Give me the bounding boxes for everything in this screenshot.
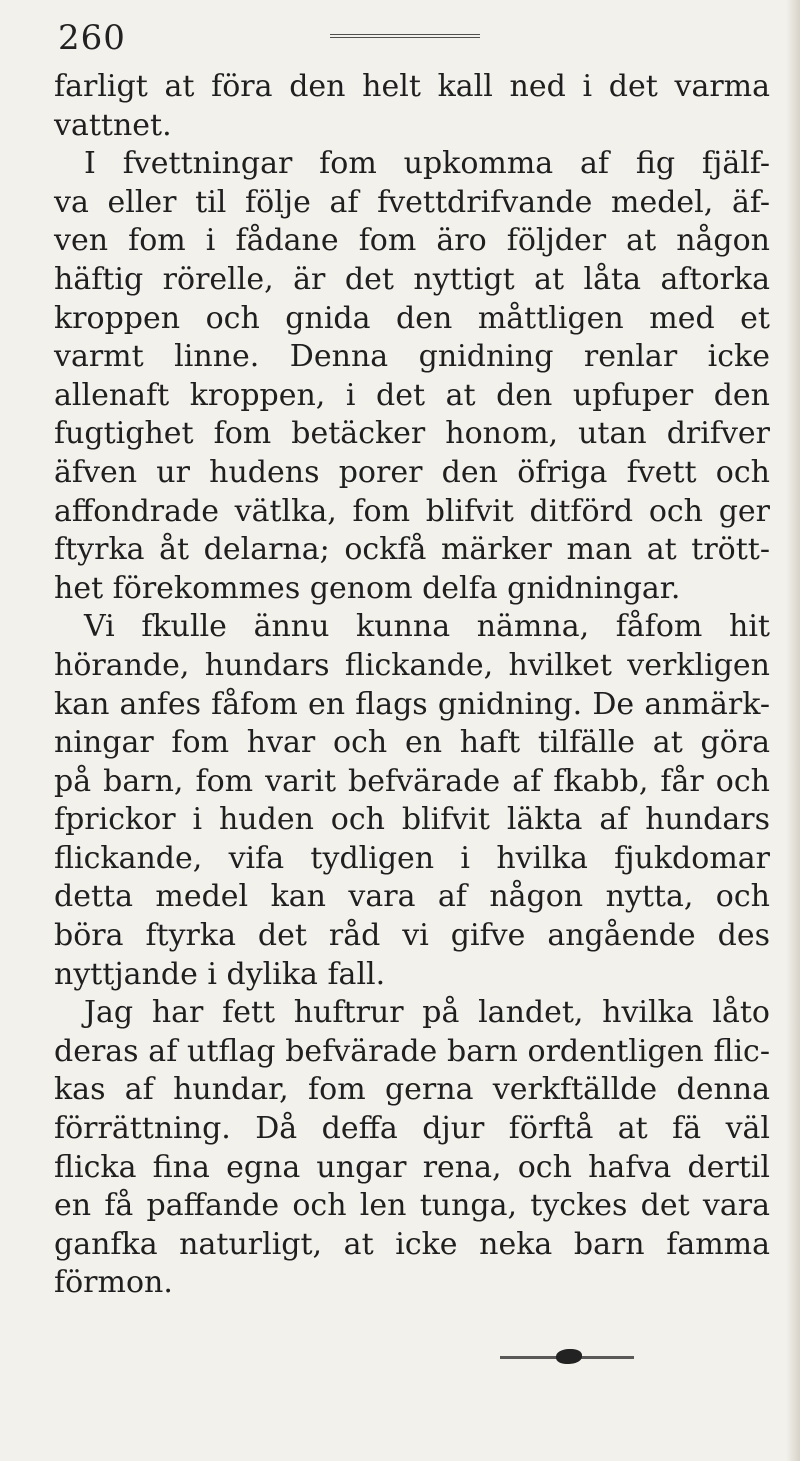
text-line: vattnet. [54,107,172,143]
text-line: deras af utflag befvärade barn ordentligen flic- [54,1033,770,1069]
text-line: varmt linne. Denna gnidning renlar icke [54,339,770,375]
text-line: va eller til följe af fvettdrifvande medel, äf- [54,184,770,220]
text-line: ven fom i fådane fom äro följder at någon [54,223,770,259]
text-line: Jag har fett huftrur på landet, hvilka låto [84,995,770,1031]
text-line: fugtighet fom betäcker honom, utan drifver [54,416,770,452]
end-ornament [556,1349,582,1364]
text-line: allenaft kroppen, i det at den upfuper den [54,377,770,413]
text-line: detta medel kan vara af någon nytta, och [54,879,770,915]
text-line: het förekommes genom delfa gnidningar. [54,570,681,606]
text-line: hörande, hundars flickande, hvilket verkligen [54,647,770,683]
text-line: häftig rörelle, är det nyttigt at låta aftorka [54,261,770,297]
header-rule [330,34,480,40]
text-line: Vi fkulle ännu kunna nämna, fåfom hit [84,609,770,645]
text-line: äfven ur hudens porer den öfriga fvett och [54,454,770,490]
text-line: farligt at föra den helt kall ned i det varma [54,69,770,104]
text-line: böra ftyrka det råd vi gifve angående des [54,918,770,954]
text-line: ganfka naturligt, at icke neka barn famma [54,1226,770,1262]
text-line: ningar fom hvar och en haft tilfälle at göra [54,725,770,761]
body-text [54,68,770,1303]
text-line: nyttjande i dylika fall. [54,956,386,992]
page-number: 260 [58,18,126,58]
page-edge-shadow [786,0,800,1461]
text-line: på barn, fom varit befvärade af fkabb, får och [54,763,770,799]
text-line: flickande, vifa tydligen i hvilka fjukdomar [54,840,770,876]
text-line: fprickor i huden och blifvit läkta af hundars [54,802,770,838]
text-line: förmon. [54,1265,173,1301]
text-line: flicka fina egna ungar rena, och hafva dertil [54,1149,770,1185]
text-line: affondrade vätlka, fom blifvit ditförd och ger [54,493,770,529]
text-line: I fvettningar fom upkomma af fig fjälf- [84,146,770,182]
text-line: kan anfes fåfom en flags gnidning. De anmärk- [54,686,770,722]
text-line: kroppen och gnida den måttligen med et [54,300,770,336]
text-line: förrättning. Då deffa djur förftå at fä väl [54,1111,770,1147]
text-line: kas af hundar, fom gerna verkftällde denna [54,1072,770,1108]
text-line: en få paffande och len tunga, tyckes det vara [54,1188,770,1224]
text-line: ftyrka åt delarna; ockfå märker man at trött- [54,532,770,568]
